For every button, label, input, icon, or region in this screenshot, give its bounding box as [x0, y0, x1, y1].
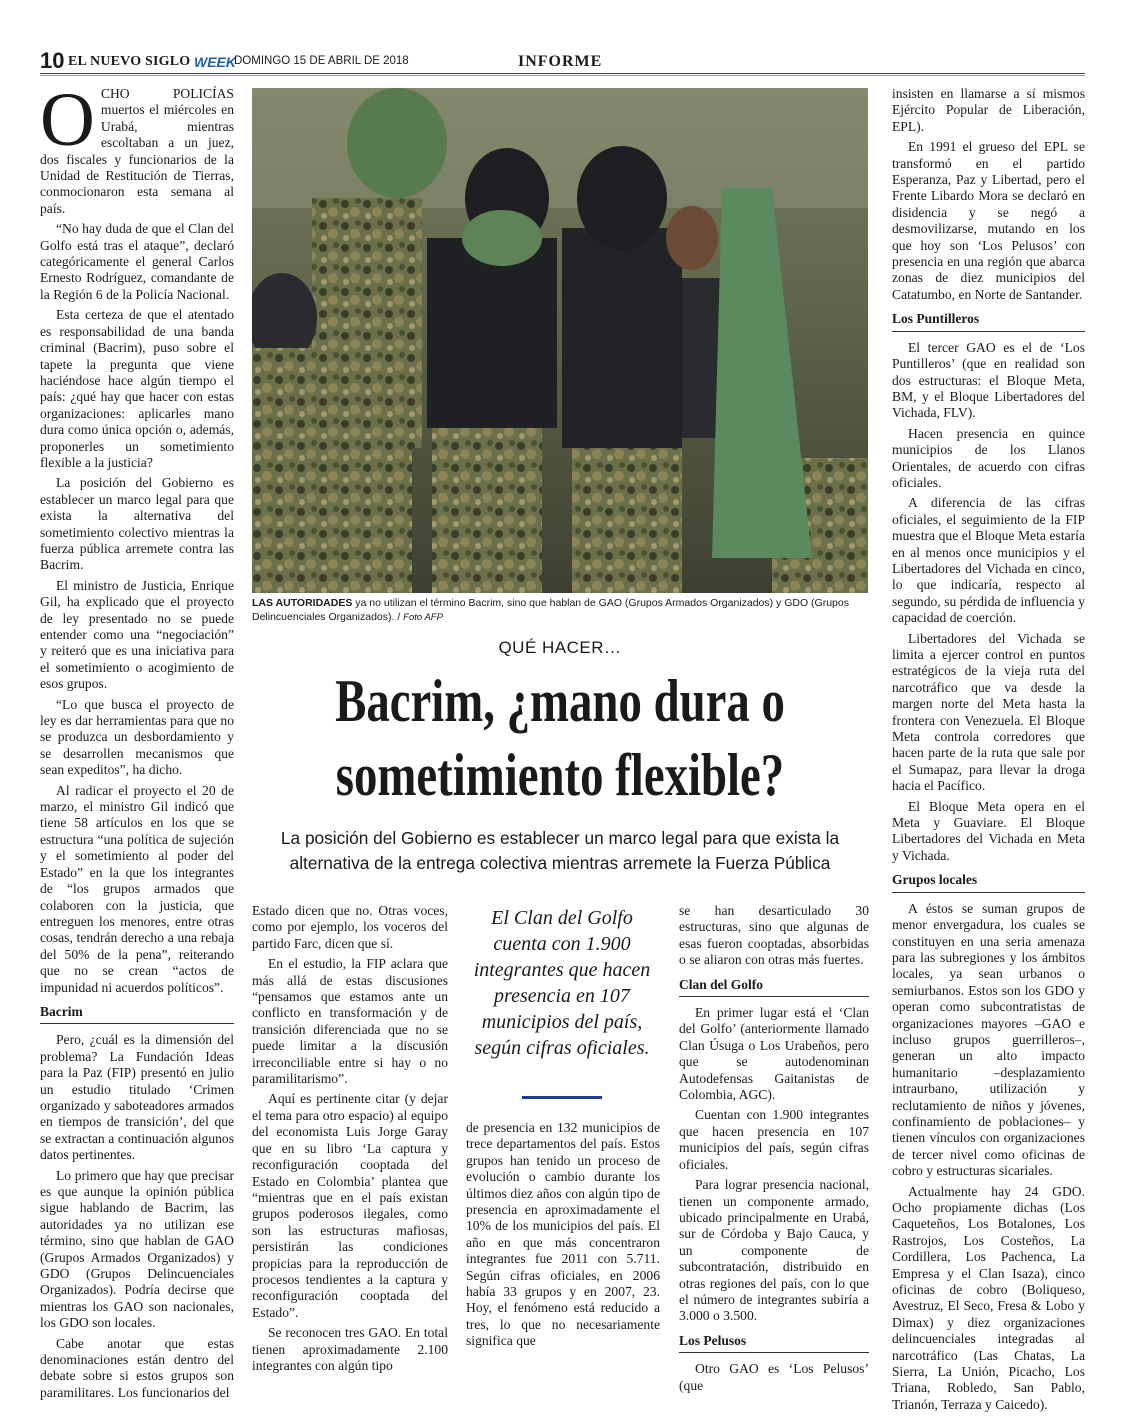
- paragraph: Lo primero que hay que precisar es que aunque la opinión pública sigue hablando de Bacrim, las autoridades ya no utilizan ese término, sino que hablan de GAO (Grupos Armados Organizados) y GDO (Grupos Delincuenciales Organizados). Podría decirse que mientras los GAO son nacionales, los GDO son locales.: [40, 1167, 234, 1331]
- deck-line-1: La posición del Gobierno es establecer un marco legal para que exista la: [280, 828, 840, 848]
- paragraph: Hacen presencia en quince municipios de los Llanos Orientales, de acuerdo con cifras oficiales.: [892, 425, 1085, 490]
- header-rule: [40, 73, 1085, 74]
- pull-quote-rule: [522, 1096, 602, 1099]
- article-column-4: [679, 903, 869, 1398]
- deck: [252, 826, 868, 876]
- headline: [320, 664, 800, 812]
- page-header: [40, 50, 1085, 74]
- paragraph: El Bloque Meta opera en el Meta y Guaviare. El Bloque Libertadores del Vichada en Meta y Vichada.: [892, 798, 1085, 863]
- article-column-1: [40, 78, 234, 1405]
- paragraph: Otro GAO es ‘Los Pelusos’ (que: [679, 1361, 869, 1393]
- paragraph: Para lograr presencia nacional, tienen un componente armado, ubicado principalmente en Urabá, sur de Córdoba y Bajo Cauca, y un componente de subcontratación, distribuido en otras regiones del país, con lo que el número de integrantes subiría a 3.000 o 3.500.: [679, 1177, 869, 1324]
- paragraph: Pero, ¿cuál es la dimensión del problema? La Fundación Ideas para la Paz (FIP) presentó en julio un estudio titulado ‘Crimen organizado y saboteadores armados en tiempos de transición’, del que se extractan a continuación algunos datos pertinentes.: [40, 1032, 234, 1163]
- article-column-2: [252, 903, 448, 1378]
- paragraph: Se reconocen tres GAO. En total tienen aproximadamente 2.100 integrantes con algún tipo: [252, 1325, 448, 1373]
- subheading: Clan del Golfo: [679, 975, 869, 997]
- lead-paragraph: [40, 78, 234, 217]
- caption-lead: LAS AUTORIDADES: [252, 597, 353, 609]
- newspaper-edition: WEEK: [194, 54, 236, 70]
- news-photo: [252, 88, 868, 593]
- paragraph: En primer lugar está el ‘Clan del Golfo’ (anteriormente llamado Clan Úsuga o Los Urabeños, pero que se autodenominan Autodefensas Gaitanistas de Colombia, AGC).: [679, 1005, 869, 1103]
- paragraph: “No hay duda de que el Clan del Golfo está tras el ataque”, declaró categóricamente el general Carlos Ernesto Rodríguez, comandante de la Región 6 de la Policía Nacional.: [40, 221, 234, 302]
- paragraph: Actualmente hay 24 GDO. Ocho propiamente dichas (Los Caqueteños, Los Botalones, Los Rastrojos, Los Costeños, La Cordillera, Los Pachenca, La Empresa y el Clan Isaza), cinco oficinas de cobro (Boliqueso, Avestruz, El Seco, Fresa & Lobo y Dimax) y diez organizaciones delincuenciales integradas al narcotráfico (Las Chatas, La Sierra, La Unión, Picacho, Los Triana, Robledo, San Pablo, Trianón, Terraza y Caicedo).: [892, 1183, 1085, 1412]
- paragraph: Cabe anotar que estas denominaciones están dentro del debate sobre si estos grupos son paramilitares. Los funcionarios del: [40, 1335, 234, 1400]
- paragraph: Estado dicen que no. Otras voces, como por ejemplo, los voceros del partido Farc, dicen que sí.: [252, 903, 448, 951]
- headline-line-2: sometimiento flexible?: [335, 742, 785, 808]
- paragraph: El tercer GAO es el de ‘Los Puntilleros’ (que en realidad son dos estructuras: el Bloque Meta, BM, y el Bloque Libertadores del Vichada, FLV).: [892, 339, 1085, 421]
- paragraph: “Lo que busca el proyecto de ley es dar herramientas para que no se produzca un desbordamiento y se desarrollen mecanismos que sean expeditos”, ha dicho.: [40, 696, 234, 778]
- article-column-3: [466, 1120, 660, 1354]
- photo-credit: Foto AFP: [403, 612, 443, 623]
- issue-date: DOMINGO 15 DE ABRIL DE 2018: [234, 55, 409, 67]
- paragraph: insisten en llamarse a sí mismos Ejército Popular de Liberación, EPL).: [892, 86, 1085, 134]
- caption-text: ya no utilizan el término Bacrim, sino que hablan de GAO (Grupos Armados Organizados) y GDO (Grupos Delincuenciales Organizados). /: [252, 597, 849, 623]
- paragraph: En 1991 el grueso del EPL se transformó en el partido Esperanza, Paz y Libertad, pero el Frente Libardo Mora se declaró en disidencia y se negó a desmovilizarse, mutando en los que hoy son ‘Los Pelusos’ con presencia en una región que abarca zonas de diez municipios del Catatumbo, en Norte de Santander.: [892, 139, 1085, 302]
- article-column-5: [892, 86, 1085, 1417]
- paragraph: A éstos se suman grupos de menor envergadura, los cuales se constituyen en una seria amenaza para las subregiones y los ámbitos locales, ya sean urbanos o semiurbanos. Estos son los GDO y operan como subcontratistas de organizaciones mayores –GAO e incluso grupos guerrilleros–, generan un alto impacto humanitario –desplazamiento intraurbano, utilización y reclutamiento de niños y jóvenes, confinamiento de poblaciones– y tienen vínculos con organizaciones de tercer nivel como oficinas de cobro y estructuras sicariales.: [892, 900, 1085, 1179]
- lead-small-caps: CHO POLICÍAS: [100, 86, 234, 101]
- paragraph: El ministro de Justicia, Enrique Gil, ha explicado que el proyecto de ley presentado no se puede entender como una “negociación” y reiteró que es una iniciativa para el sometimiento o acogimiento de esos grupos.: [40, 577, 234, 692]
- headline-line-1: Bacrim, ¿mano dura o: [335, 668, 785, 734]
- paragraph: Esta certeza de que el atentado es responsabilidad de una banda criminal (Bacrim), puso sobre el tapete la pregunta que viene haciéndose hace algún tiempo el país: ¿qué hay que hacer con estas organizaciones: aplicarles mano dura como única opción o, además, proponerles un sometimiento flexible a la justicia?: [40, 307, 234, 470]
- page-number: 10: [40, 48, 65, 73]
- paragraph: A diferencia de las cifras oficiales, el seguimiento de la FIP muestra que el Bloque Meta estaría en al menos once municipios y el Libertadores del Vichada en cinco, lo que indicaría, respecto al segundo, su pérdida de influencia y capacidad de coerción.: [892, 495, 1085, 626]
- paragraph: Al radicar el proyecto el 20 de marzo, el ministro Gil indicó que tiene 58 artículos en los que se estructura “una política de sujeción y el sometimiento al poder del Estado” en la que los integrantes de “los grupos armados que colaboren con la justicia, que entreguen los menores, entre otras cosas, tendrán derecho a una rebaja del 50% de la pena”, reiterando que no se crean “actos de impunidad ni acuerdos políticos”.: [40, 782, 234, 995]
- lead-text: muertos el miércoles en Urabá, mientras escoltaban a un juez, dos fiscales y funcionarios de la Unidad de Restitución de Tierras, conmocionaron esta semana al país.: [40, 102, 234, 216]
- subheading: Los Pelusos: [679, 1331, 869, 1353]
- paragraph: La posición del Gobierno es establecer un marco legal para que exista la alternativa del sometimiento colectivo mientras la fuerza pública arremete contra las Bacrim.: [40, 475, 234, 573]
- paragraph: se han desarticulado 30 estructuras, sino que algunas de esas fueron cooptadas, absorbidas o se aliaron con otras más fuertes.: [679, 903, 869, 968]
- paragraph: En el estudio, la FIP aclara que más allá de estas discusiones “pensamos que estamos ante un conflicto en transformación y de transición diferenciada que no se puede limitar a la discusión irreconciliable entre si hay o no paramilitarismo”.: [252, 956, 448, 1087]
- subheading: Los Puntilleros: [892, 309, 1085, 331]
- deck-line-2: alternativa de la entrega colectiva mientras arremete la Fuerza Pública: [289, 853, 831, 873]
- paragraph: Libertadores del Vichada se limita a ejercer control en puntos estratégicos de la vieja ruta del narcotráfico que va desde la margen norte del Meta hasta la frontera con Venezuela. El Bloque Meta controla corredores que hacen parte de la ruta que sale por el Sumapaz, para llevar la droga hacia el Pacífico.: [892, 630, 1085, 794]
- photo-caption: [252, 596, 868, 625]
- drop-cap: O: [40, 78, 95, 162]
- paragraph: Aquí es pertinente citar (y dejar el tema para otro espacio) al equipo del economista Luis Jorge Garay que en su libro ‘La captura y reconfiguración cooptada del Estado en Colombia’ plantea que “mientras que en el país existan grupos poderosos ilegales, como son las estructuras mafiosas, persistirán las condiciones propicias para la reproducción de procesos tendientes a la captura y reconfiguración cooptada del Estado”.: [252, 1091, 448, 1320]
- photo-illustration: [252, 88, 868, 593]
- paragraph: de presencia en 132 municipios de trece departamentos del país. Estos grupos han tenido un proceso de evolución o cambio durante los últimos diez años con algún tipo de presencia en aproximadamente el 10% de los municipios del país. El año en que más concentraron integrantes fue 2011 con 5.711. Según cifras oficiales, en 2006 había 33 grupos y en 2007, 23. Hoy, el fenómeno está reducido a tres, lo que no necesariamente significa que: [466, 1120, 660, 1349]
- pull-quote: El Clan del Golfo cuenta con 1.900 integrantes que hacen presencia en 107 municipios del país, según cifras oficiales.: [473, 907, 651, 1059]
- kicker: QUÉ HACER…: [498, 638, 622, 657]
- subheading: Bacrim: [40, 1002, 234, 1024]
- subheading: Grupos locales: [892, 870, 1085, 892]
- newspaper-name: EL NUEVO SIGLO: [68, 54, 191, 69]
- section-title: INFORME: [518, 53, 603, 70]
- paragraph: Cuentan con 1.900 integrantes que hacen presencia en 107 municipios del país, según cifras oficiales.: [679, 1107, 869, 1172]
- header-rule-thin: [40, 75, 1085, 76]
